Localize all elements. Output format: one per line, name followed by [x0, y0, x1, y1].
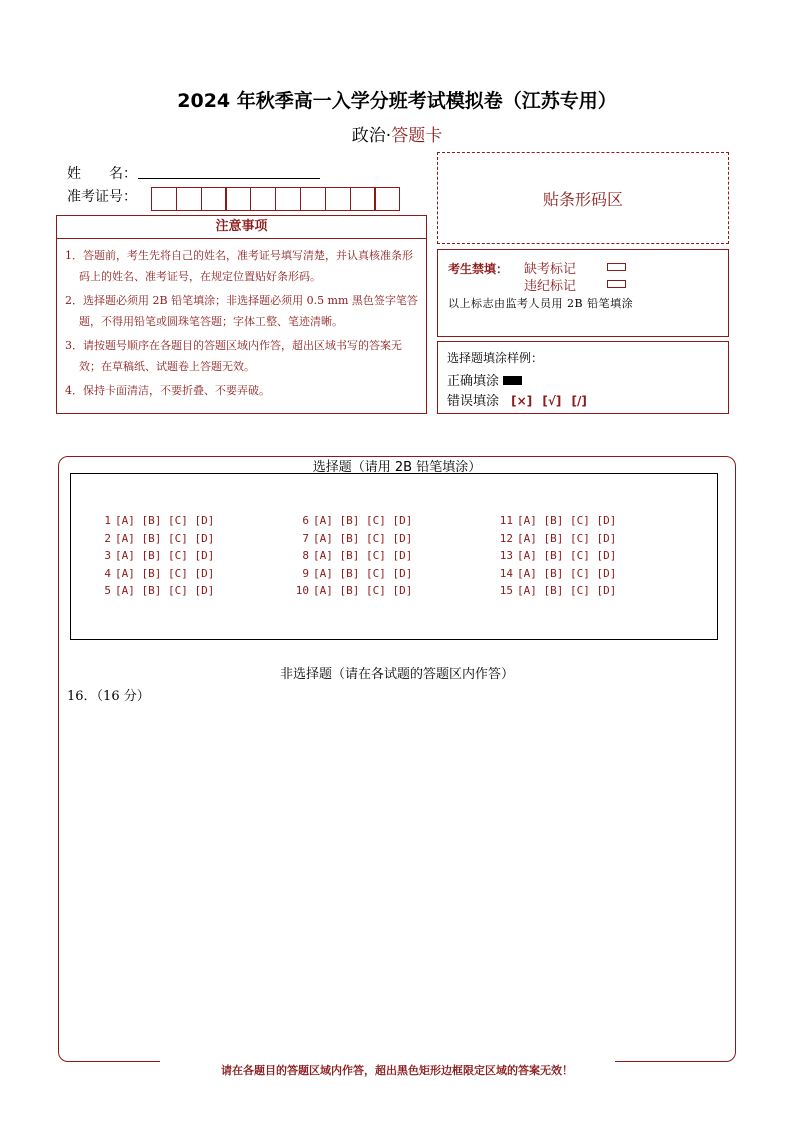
name-field[interactable] [138, 178, 320, 179]
wrong-fill-label: 错误填涂 [447, 394, 500, 409]
subject-label: 政治 [351, 126, 386, 146]
question-row[interactable] [97, 514, 214, 532]
choice-column [499, 514, 616, 602]
answer-options[interactable]: [A] [B] [C] [D] [517, 549, 617, 562]
question-number: 3 [104, 549, 111, 562]
notice-panel [56, 215, 427, 414]
barcode-area [437, 152, 729, 244]
question-row[interactable] [499, 532, 616, 550]
question-16-answer-area[interactable] [70, 705, 720, 1045]
notice-item: 2．选择题必须用 2B 铅笔填涂；非选择题必须用 0.5 mm 黑色签字笔答题，不得用铅笔或圆珠笔答题；字体工整、笔迹清晰。 [65, 294, 418, 328]
question-row[interactable] [295, 532, 412, 550]
question-row[interactable] [295, 514, 412, 532]
violation-mark-label: 违纪标记 [524, 279, 577, 294]
question-number: 6 [302, 514, 309, 527]
question-number: 15 [499, 584, 513, 597]
question-row[interactable] [295, 549, 412, 567]
answer-options[interactable]: [A] [B] [C] [D] [313, 549, 413, 562]
question-number: 9 [302, 566, 309, 580]
exam-id-digit-box[interactable] [350, 187, 376, 211]
nonchoice-section-title: 非选择题（请在各试题的答题区内作答） [279, 667, 514, 682]
exam-id-digit-box[interactable] [275, 187, 301, 211]
exam-id-digit-box[interactable] [250, 187, 276, 211]
question-number: 8 [302, 549, 309, 562]
answer-options[interactable]: [A] [B] [C] [D] [517, 514, 617, 527]
answer-options[interactable]: [A] [B] [C] [D] [115, 531, 215, 545]
question-number: 4 [104, 566, 111, 580]
question-row[interactable] [499, 514, 616, 532]
proctor-only-title: 考生禁填： [448, 262, 509, 276]
violation-mark-box[interactable] [607, 280, 626, 288]
name-label: 姓 名： [67, 166, 137, 182]
correct-fill-row [447, 370, 522, 389]
question-number: 5 [104, 584, 111, 597]
answer-options[interactable]: [A] [B] [C] [D] [517, 566, 617, 580]
choice-section-title: 选择题（请用 2B 铅笔填涂） [312, 460, 482, 475]
proctor-note: 以上标志由监考人员用 2B 铅笔填涂 [448, 297, 634, 310]
question-number: 10 [295, 584, 309, 597]
absent-mark-box[interactable] [607, 263, 626, 271]
question-number: 11 [499, 514, 513, 527]
question-row[interactable] [97, 532, 214, 550]
answer-options[interactable]: [A] [B] [C] [D] [115, 514, 215, 527]
card-label: 答题卡 [391, 126, 443, 146]
subtitle-separator: · [385, 126, 392, 146]
exam-id-digit-box[interactable] [325, 187, 351, 211]
proctor-only-panel [437, 249, 729, 337]
question-row[interactable] [295, 567, 412, 585]
answer-options[interactable]: [A] [B] [C] [D] [517, 584, 617, 597]
wrong-marks: [×] [√] [/] [511, 394, 587, 408]
question-number: 14 [499, 566, 513, 580]
question-row[interactable] [97, 549, 214, 567]
correct-fill-label: 正确填涂 [447, 374, 500, 389]
question-number: 12 [499, 531, 513, 545]
question-row[interactable] [97, 584, 214, 602]
wrong-fill-row [447, 390, 587, 409]
barcode-label: 贴条形码区 [542, 189, 623, 209]
answer-options[interactable]: [A] [B] [C] [D] [313, 584, 413, 597]
exam-id-digit-box[interactable] [151, 187, 177, 211]
exam-id-digit-box[interactable] [201, 187, 227, 211]
fill-sample-title: 选择题填涂样例： [447, 351, 544, 365]
page-title: 2024 年秋季高一入学分班考试模拟卷（江苏专用） [177, 90, 617, 112]
notice-list [57, 239, 426, 401]
question-number: 13 [499, 549, 513, 562]
question-row[interactable] [295, 584, 412, 602]
answer-options[interactable]: [A] [B] [C] [D] [313, 514, 413, 527]
footer-warning: 请在各题目的答题区域内作答，超出黑色矩形边框限定区域的答案无效！ [221, 1064, 573, 1077]
question-row[interactable] [499, 549, 616, 567]
question-number: 1 [104, 514, 111, 527]
exam-id-digit-box[interactable] [300, 187, 326, 211]
answer-options[interactable]: [A] [B] [C] [D] [115, 549, 215, 562]
filled-mark-icon [503, 376, 522, 385]
exam-id-label: 准考证号： [67, 189, 137, 205]
exam-id-digit-box[interactable] [374, 187, 400, 211]
question-row[interactable] [499, 584, 616, 602]
answer-options[interactable]: [A] [B] [C] [D] [115, 566, 215, 580]
exam-id-digit-box[interactable] [225, 187, 251, 211]
answer-options[interactable]: [A] [B] [C] [D] [115, 584, 215, 597]
question-16-label: 16．（16 分） [67, 689, 150, 704]
absent-mark-label: 缺考标记 [524, 262, 577, 277]
answer-options[interactable]: [A] [B] [C] [D] [517, 531, 617, 545]
fill-sample-panel [437, 341, 729, 414]
page-subtitle [0, 121, 794, 146]
question-number: 7 [302, 531, 309, 545]
question-row[interactable] [499, 567, 616, 585]
choice-column [295, 514, 412, 602]
exam-id-digit-box[interactable] [176, 187, 202, 211]
choice-answer-box [70, 473, 718, 640]
choice-column [97, 514, 214, 602]
answer-options[interactable]: [A] [B] [C] [D] [313, 566, 413, 580]
exam-id-boxes [151, 187, 399, 211]
question-row[interactable] [97, 567, 214, 585]
question-number: 2 [104, 531, 111, 545]
answer-options[interactable]: [A] [B] [C] [D] [313, 531, 413, 545]
notice-item: 3．请按题号顺序在各题目的答题区域内作答，超出区域书写的答案无效；在草稿纸、试题卷上答题无效。 [65, 339, 402, 373]
notice-heading: 注意事项 [57, 216, 426, 239]
notice-item: 1．答题前，考生先将自己的姓名，准考证号填写清楚，并认真核准条形码上的姓名、准考证号，在规定位置贴好条形码。 [65, 249, 413, 283]
notice-item: 4．保持卡面清洁，不要折叠、不要弄破。 [65, 384, 270, 397]
